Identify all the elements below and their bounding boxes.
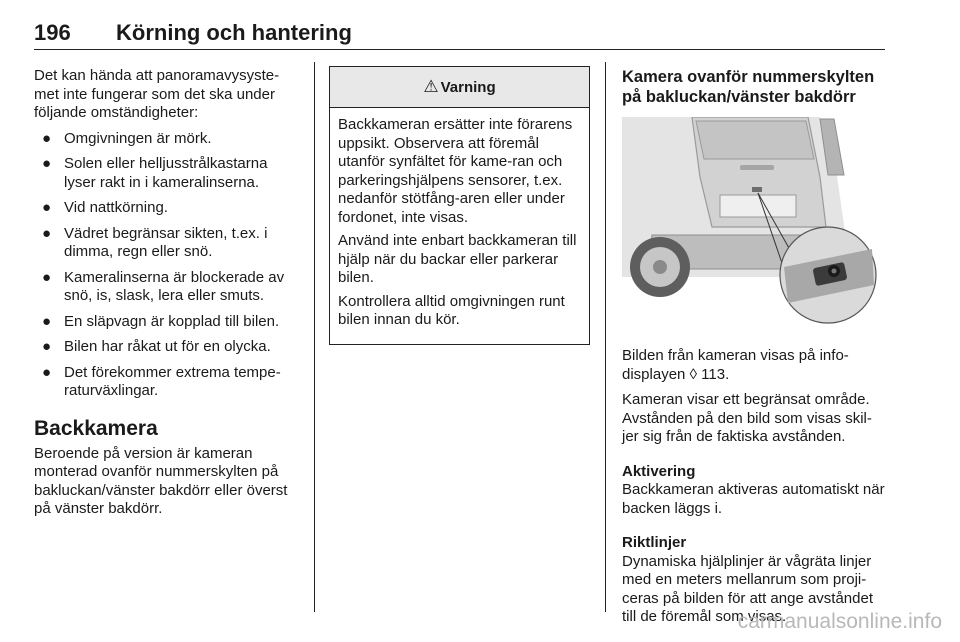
list-item: ● Vädret begränsar sikten, t.ex. i dimma, regn eller snö. — [42, 224, 268, 260]
section-paragraph: Beroende på version är kameran monterad ovanför nummerskylten på bakluckan/vänster bakdörr eller överst på vänster bakdörr. — [34, 444, 288, 517]
rear-camera-illustration — [622, 117, 878, 325]
bullet-icon: ● — [42, 363, 52, 381]
bullet-icon: ● — [42, 312, 52, 330]
warning-box — [329, 66, 590, 345]
right-column — [622, 67, 888, 634]
header-rule — [34, 49, 885, 50]
list-item: ● En släpvagn är kopplad till bilen. — [42, 312, 280, 330]
warning-paragraph: Använd inte enbart backkameran till hjälp när du backar eller parkerar bilen. — [338, 232, 577, 286]
warning-body — [330, 108, 589, 330]
list-item: ● Bilen har råkat ut för en olycka. — [42, 338, 271, 355]
conditions-list — [34, 130, 300, 401]
bullet-icon: ● — [42, 338, 52, 355]
warning-paragraph: Backkameran ersätter inte förarens uppsikt. Observera att föremål utanför synfältet för kame-ran och parkeringshjälpens sensorer, t.ex. nedanför stötfång-aren eller under fordonet, inte visas. — [338, 116, 573, 226]
right-section-heading: Kamera ovanför nummerskylten på bakluckan/vänster bakdörr — [622, 68, 875, 106]
bullet-icon: ● — [42, 129, 52, 147]
warning-title: Varning — [440, 78, 496, 96]
bullet-icon: ● — [42, 224, 52, 242]
column-divider-left — [314, 62, 315, 612]
column-divider-right — [605, 62, 606, 612]
watermark: carmanualsonline.info — [737, 610, 942, 633]
left-column — [34, 67, 300, 526]
page-number: 196 — [34, 20, 71, 45]
warning-header — [330, 67, 589, 108]
list-item: ● Kameralinserna är blockerade av snö, is, slask, lera eller smuts. — [42, 268, 285, 304]
page-reference-link[interactable]: 113. — [701, 365, 730, 383]
activation-heading: Aktivering — [622, 462, 696, 480]
bullet-icon: ● — [42, 199, 52, 216]
guidelines-paragraph: Dynamiska hjälplinjer är vågräta linjer med en meters mellanrum som proji-ceras på bilden för att ange avståndet till de föremål som visas. — [622, 552, 874, 625]
warning-paragraph: Kontrollera alltid omgivningen runt bilen innan du kör. — [338, 292, 565, 328]
list-item: ● Omgivningen är mörk. — [42, 129, 212, 147]
page-reference-icon: ◊ — [689, 365, 697, 383]
right-paragraph-display: Bilden från kameran visas på info-displayen ◊ 113. — [622, 347, 849, 383]
list-item: ● Det förekommer extrema tempe-raturväxlingar. — [42, 363, 281, 399]
section-heading-backkamera: Backkamera — [34, 416, 158, 440]
list-item: ● Vid nattkörning. — [42, 199, 168, 216]
right-paragraph-range: Kameran visar ett begränsat område. Avstånden på den bild som visas skil-jer sig från de faktiska avstånden. — [622, 391, 872, 445]
warning-icon: ⚠ — [423, 77, 439, 96]
intro-paragraph: Det kan hända att panoramavysyste-met inte fungerar som det ska under följande omständigheter: — [34, 67, 280, 121]
activation-paragraph: Backkameran aktiveras automatiskt när backen läggs i. — [622, 481, 885, 517]
page-title: Körning och hantering — [116, 20, 352, 45]
list-item: ● Solen eller helljusstrålkastarna lyser rakt in i kameralinserna. — [42, 155, 268, 191]
bullet-icon: ● — [42, 155, 52, 172]
bullet-icon: ● — [42, 268, 52, 286]
guidelines-heading: Riktlinjer — [622, 534, 687, 551]
